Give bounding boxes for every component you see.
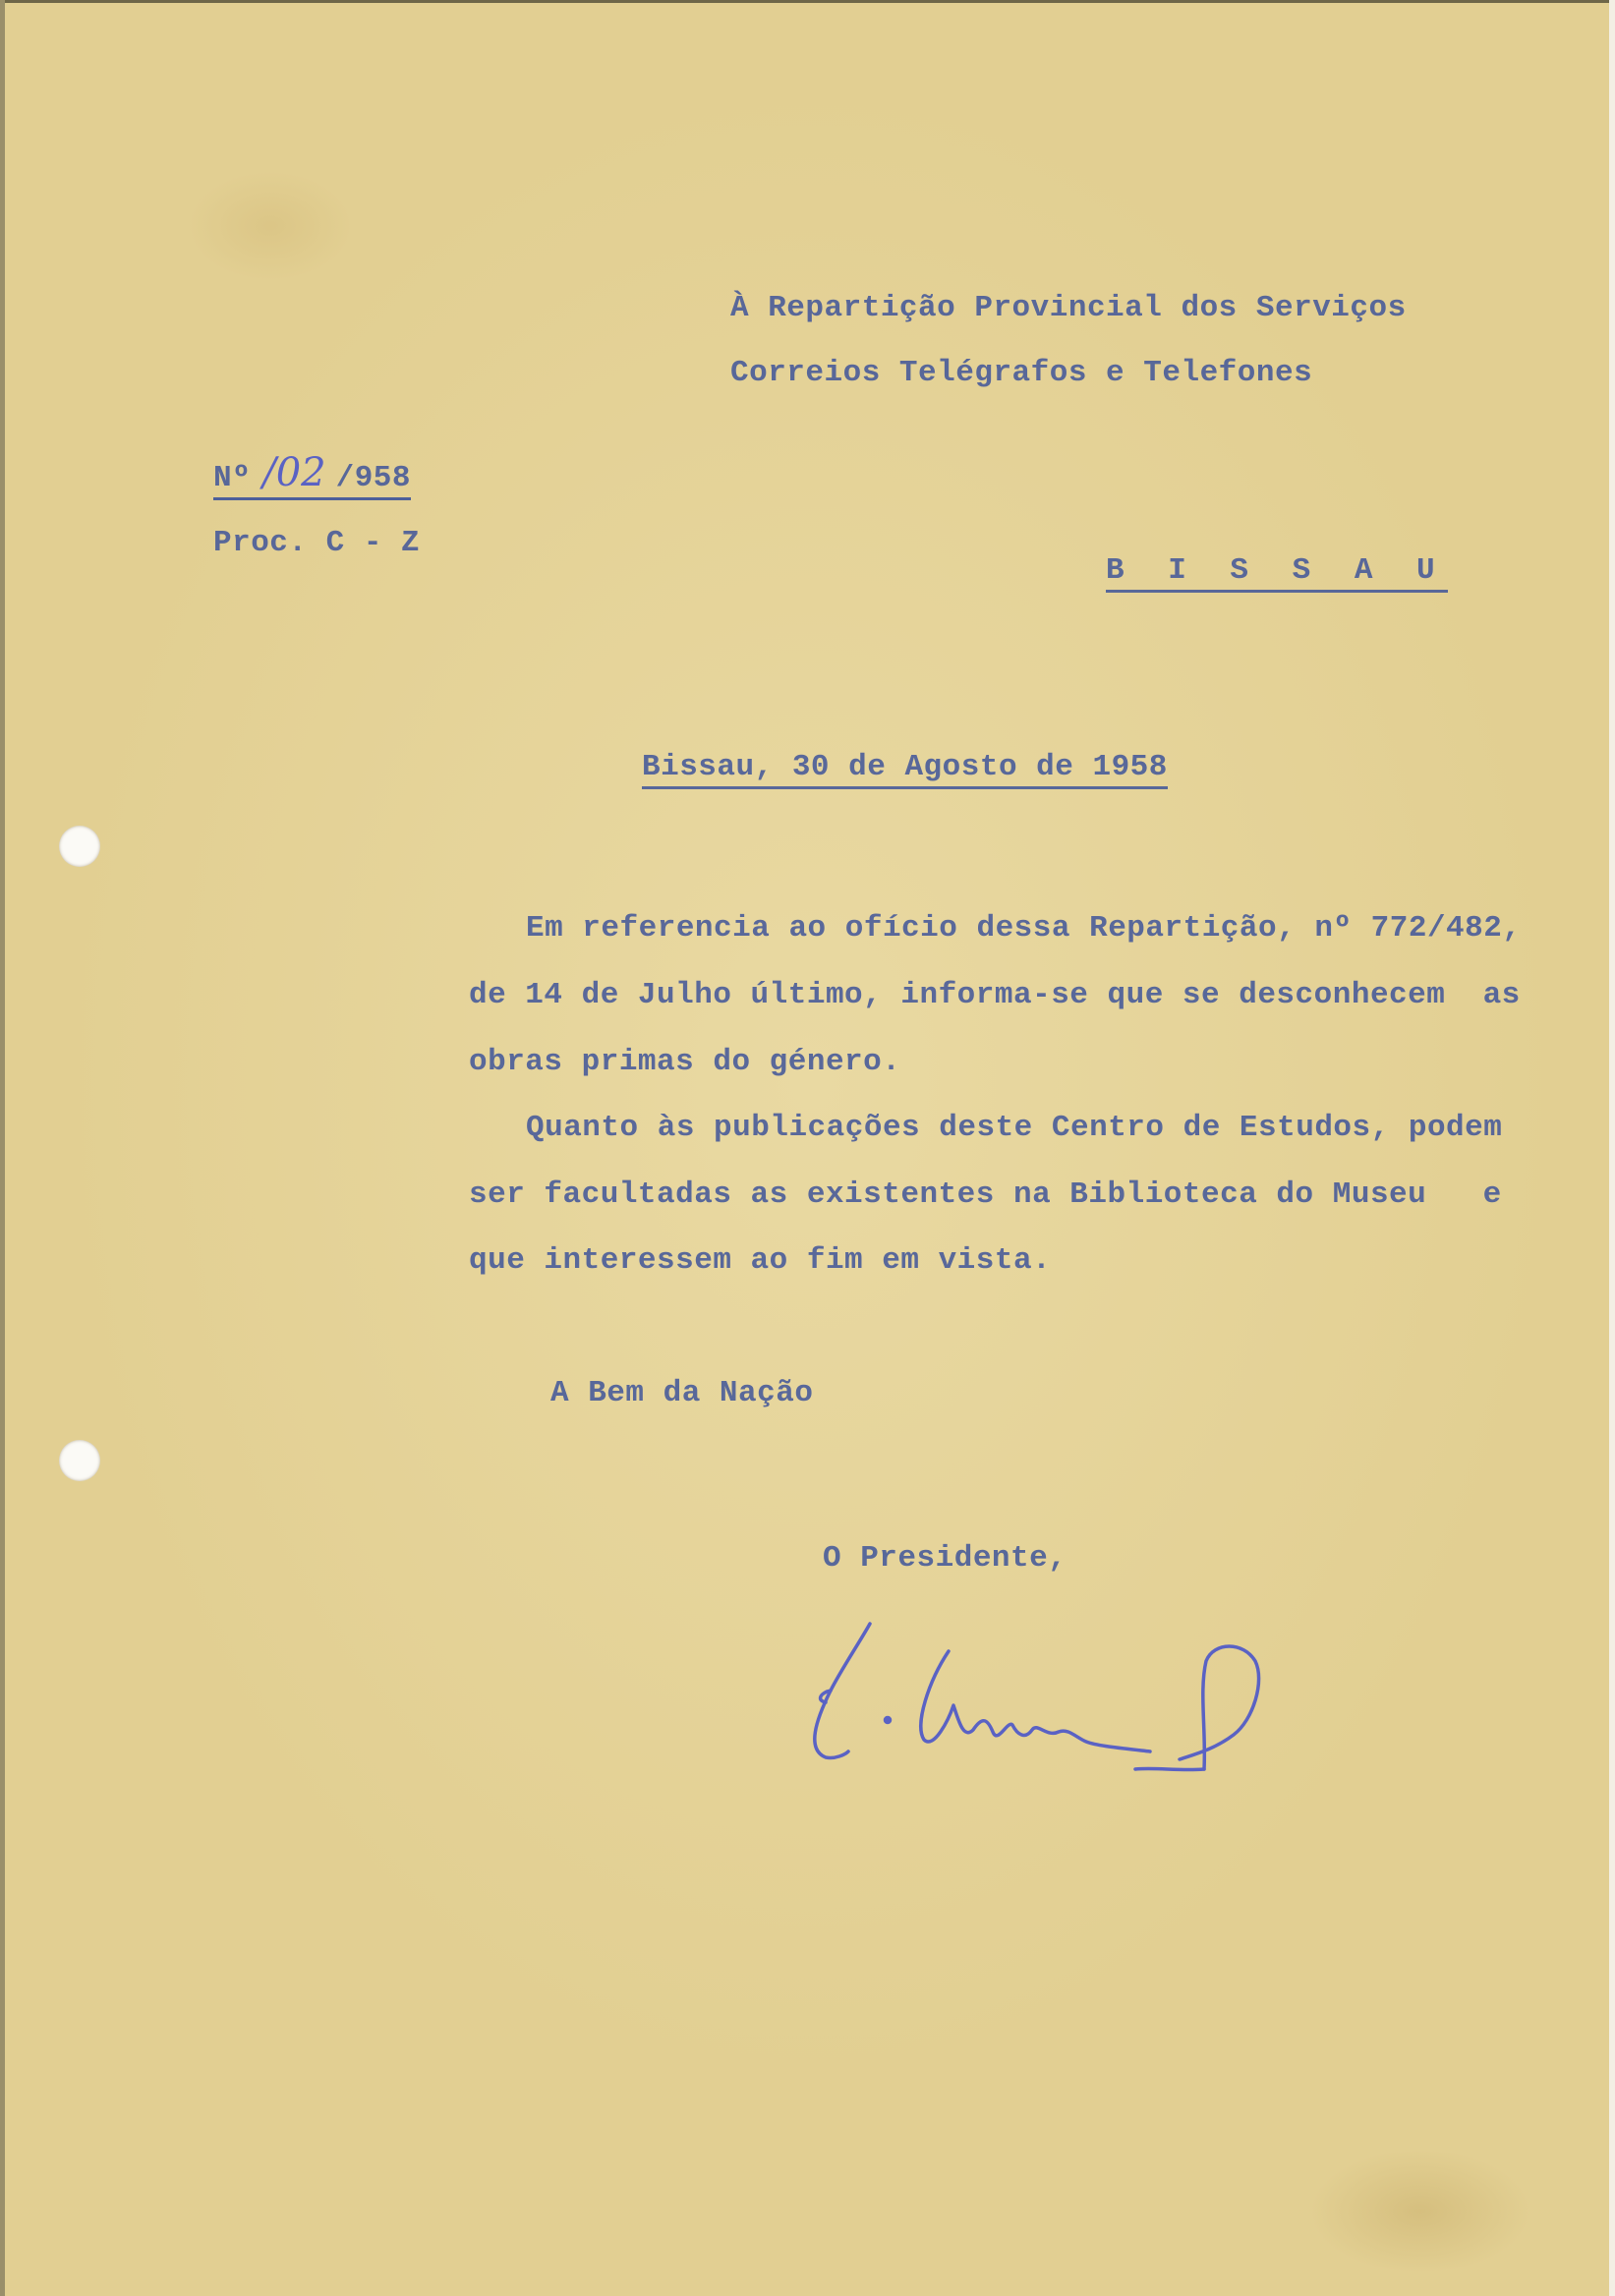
handwritten-signature [801, 1612, 1273, 1779]
body-p2-line3: que interessem ao fim em vista. [469, 1243, 1052, 1278]
date-line: Bissau, 30 de Agosto de 1958 [642, 750, 1168, 789]
punch-hole-top [59, 826, 100, 867]
body-p1-line1: Em referencia ao ofício dessa Repartição, nº 772/482, [526, 911, 1522, 946]
number-prefix: Nº [213, 461, 252, 495]
body-p1-line2: de 14 de Julho último, informa-se que se desconhecem as [469, 978, 1521, 1012]
number-year: /958 [335, 461, 412, 495]
page-right-edge [1609, 0, 1615, 2296]
handwritten-number: /02 [262, 450, 326, 495]
recipient-line-1: À Repartição Provincial dos Serviços [730, 291, 1407, 325]
body-p2-line2: ser facultadas as existentes na Biblioteca do Museu e [469, 1177, 1502, 1212]
body-p1-line3: obras primas do género. [469, 1045, 901, 1079]
recipient-city: B I S S A U [1106, 553, 1448, 593]
process-reference: Proc. C - Z [213, 526, 421, 560]
punch-hole-bottom [59, 1440, 100, 1481]
recipient-line-2: Correios Telégrafos e Telefones [730, 356, 1313, 390]
body-p2-line1: Quanto às publicações deste Centro de Estudos, podem [526, 1111, 1503, 1145]
page-top-edge [5, 0, 1615, 3]
closing-salutation: A Bem da Nação [550, 1376, 814, 1410]
signatory-title: O Presidente, [823, 1541, 1067, 1576]
reference-number [213, 450, 411, 500]
